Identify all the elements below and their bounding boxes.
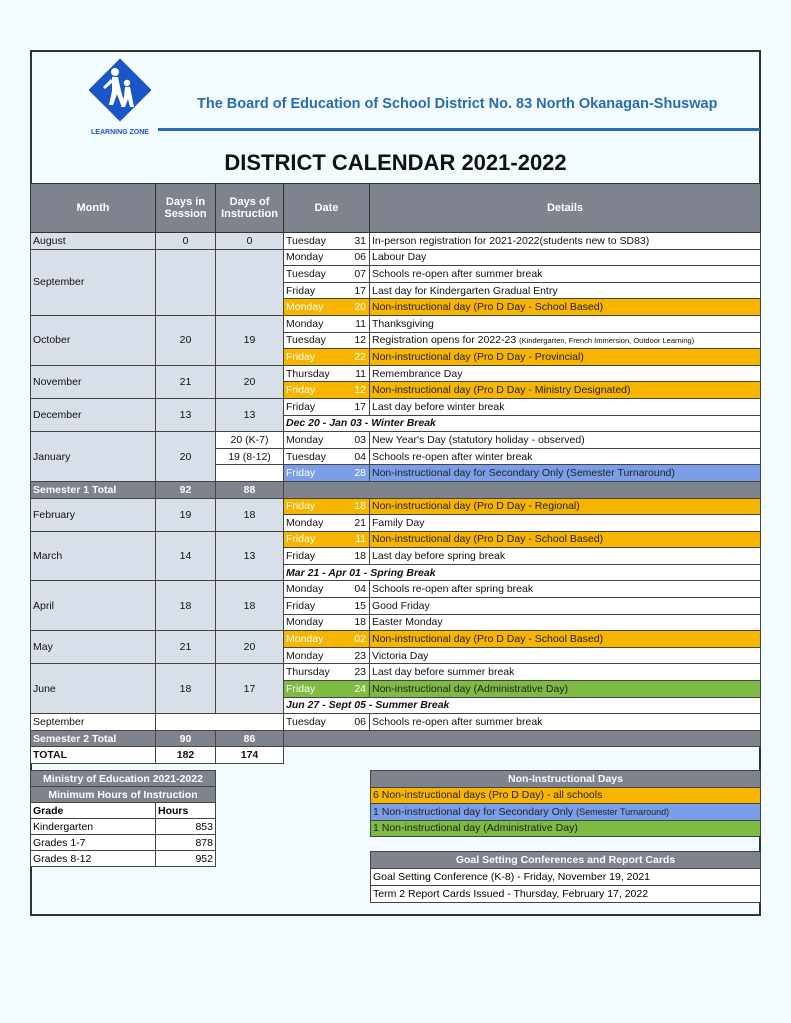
date-num-cell: 15 <box>342 598 370 615</box>
date-num-cell: 28 <box>342 465 370 482</box>
weekday-cell: Monday <box>284 515 342 532</box>
session-cell: 92 <box>156 481 216 498</box>
detail-cell: Schools re-open after summer break <box>370 714 761 731</box>
weekday-cell: Friday <box>284 598 342 615</box>
month-cell: January <box>31 432 156 482</box>
detail-cell: New Year's Day (statutory holiday - observed) <box>370 432 761 449</box>
date-num-cell: 11 <box>342 365 370 382</box>
date-num-cell: 18 <box>342 614 370 631</box>
ministry-title: Ministry of Education 2021-2022 <box>31 771 216 787</box>
hours-cell: 952 <box>156 851 216 867</box>
instruction-cell: 17 <box>216 664 284 714</box>
detail-cell: Good Friday <box>370 598 761 615</box>
detail-cell: Schools re-open after winter break <box>370 448 761 465</box>
weekday-cell: Monday <box>284 249 342 266</box>
detail-cell: Non-instructional day (Pro D Day - School Based) <box>370 299 761 316</box>
weekday-cell: Friday <box>284 398 342 415</box>
month-cell: May <box>31 631 156 664</box>
total-row <box>31 747 761 764</box>
weekday-cell: Monday <box>284 614 342 631</box>
detail-cell: Schools re-open after spring break <box>370 581 761 598</box>
table-row <box>31 498 761 515</box>
col-month: Month <box>31 184 156 233</box>
hours-cell: 853 <box>156 819 216 835</box>
date-num-cell: 11 <box>342 531 370 548</box>
weekday-cell: Tuesday <box>284 266 342 283</box>
date-num-cell: 12 <box>342 382 370 399</box>
table-row <box>31 835 216 851</box>
date-num-cell: 22 <box>342 349 370 366</box>
session-cell: 21 <box>156 365 216 398</box>
legend-green: 1 Non-instructional day (Administrative Day) <box>371 820 761 837</box>
date-num-cell: 04 <box>342 581 370 598</box>
instruction-cell: 20 <box>216 631 284 664</box>
session-cell: 19 <box>156 498 216 531</box>
date-num-cell: 12 <box>342 332 370 349</box>
detail-cell: Non-instructional day (Pro D Day - Regional) <box>370 498 761 515</box>
month-cell: November <box>31 365 156 398</box>
weekday-cell: Tuesday <box>284 714 342 731</box>
grade-cell: Grades 8-12 <box>31 851 156 867</box>
grade-cell: Kindergarten <box>31 819 156 835</box>
goal-setting-line: Goal Setting Conference (K-8) - Friday, November 19, 2021 <box>371 869 761 886</box>
table-row <box>31 664 761 681</box>
weekday-cell: Monday <box>284 631 342 648</box>
goal-setting-table <box>370 851 761 903</box>
blank-cell <box>156 714 284 731</box>
hours-cell: 878 <box>156 835 216 851</box>
weekday-cell: Thursday <box>284 365 342 382</box>
instruction-cell: 0 <box>216 233 284 250</box>
instruction-cell: 20 (K-7) <box>216 432 284 449</box>
table-row <box>31 819 216 835</box>
date-num-cell: 24 <box>342 681 370 698</box>
legend-blue-subtext: (Semester Turnaround) <box>576 806 670 817</box>
detail-cell: Family Day <box>370 515 761 532</box>
break-cell: Jun 27 - Sept 05 - Summer Break <box>284 697 761 714</box>
month-cell: March <box>31 531 156 581</box>
weekday-cell: Friday <box>284 465 342 482</box>
detail-cell: Non-instructional day (Administrative Day) <box>370 681 761 698</box>
legend-blue <box>371 804 761 821</box>
detail-cell: Last day before spring break <box>370 548 761 565</box>
table-row <box>31 249 761 266</box>
session-cell: 21 <box>156 631 216 664</box>
month-cell: August <box>31 233 156 250</box>
summary-blank <box>284 730 761 747</box>
session-cell: 0 <box>156 233 216 250</box>
table-row <box>31 432 761 449</box>
instruction-cell: 20 <box>216 365 284 398</box>
goal-setting-title: Goal Setting Conferences and Report Cards <box>371 852 761 869</box>
date-num-cell: 03 <box>342 432 370 449</box>
ministry-subtitle: Minimum Hours of Instruction <box>31 787 216 803</box>
detail-cell: Last day before winter break <box>370 398 761 415</box>
detail-subtext: (Kindergarten, French Immersion, Outdoor Learning) <box>519 336 695 346</box>
detail-cell: Non-instructional day (Pro D Day - Provincial) <box>370 349 761 366</box>
instruction-cell: 19 (8-12) <box>216 448 284 465</box>
date-num-cell: 06 <box>342 714 370 731</box>
col-days-in-session: Days in Session <box>156 184 216 233</box>
month-cell: September <box>31 249 156 315</box>
date-num-cell: 07 <box>342 266 370 283</box>
weekday-cell: Friday <box>284 382 342 399</box>
table-row <box>31 851 216 867</box>
detail-cell: Last day for Kindergarten Gradual Entry <box>370 282 761 299</box>
date-num-cell: 17 <box>342 282 370 299</box>
hours-header: Hours <box>156 803 216 819</box>
date-num-cell: 31 <box>342 233 370 250</box>
grade-cell: Grades 1-7 <box>31 835 156 851</box>
total-label: TOTAL <box>31 747 156 764</box>
table-row <box>31 233 761 250</box>
instruction-cell: 13 <box>216 398 284 431</box>
session-cell: 182 <box>156 747 216 764</box>
title-rule <box>158 128 760 131</box>
detail-cell: Non-instructional day for Secondary Only (Semester Turnaround) <box>370 465 761 482</box>
table-row <box>31 531 761 548</box>
detail-cell: Labour Day <box>370 249 761 266</box>
learning-zone-logo <box>85 55 155 137</box>
detail-cell: Victoria Day <box>370 647 761 664</box>
date-num-cell: 20 <box>342 299 370 316</box>
legend-blue-text: 1 Non-instructional day for Secondary Only <box>373 805 574 818</box>
session-cell: 20 <box>156 432 216 482</box>
weekday-cell: Tuesday <box>284 448 342 465</box>
break-cell: Dec 20 - Jan 03 - Winter Break <box>284 415 761 432</box>
table-row <box>31 315 761 332</box>
instruction-cell: 86 <box>216 730 284 747</box>
detail-cell: Last day before summer break <box>370 664 761 681</box>
date-num-cell: 04 <box>342 448 370 465</box>
break-cell: Mar 21 - Apr 01 - Spring Break <box>284 564 761 581</box>
weekday-cell: Thursday <box>284 664 342 681</box>
legend-title: Non-Instructional Days <box>371 771 761 788</box>
col-days-of-instruction: Days of Instruction <box>216 184 284 233</box>
session-cell: 18 <box>156 581 216 631</box>
instruction-cell: 88 <box>216 481 284 498</box>
board-title: The Board of Education of School District No. 83 North Okanagan-Shuswap <box>197 96 718 112</box>
date-num-cell: 02 <box>342 631 370 648</box>
calendar-title: DISTRICT CALENDAR 2021-2022 <box>224 150 567 175</box>
detail-cell: Schools re-open after summer break <box>370 266 761 283</box>
date-num-cell: 18 <box>342 498 370 515</box>
detail-cell: Non-instructional day (Pro D Day - School Based) <box>370 631 761 648</box>
weekday-cell: Friday <box>284 282 342 299</box>
weekday-cell: Monday <box>284 432 342 449</box>
date-num-cell: 23 <box>342 647 370 664</box>
session-cell: 14 <box>156 531 216 581</box>
summary-label: Semester 2 Total <box>31 730 156 747</box>
semester-1-total-row <box>31 481 761 498</box>
instruction-cell <box>216 249 284 315</box>
month-cell: February <box>31 498 156 531</box>
instruction-cell <box>216 465 284 482</box>
date-num-cell: 23 <box>342 664 370 681</box>
detail-cell: In-person registration for 2021-2022(students new to SD83) <box>370 233 761 250</box>
date-num-cell: 21 <box>342 515 370 532</box>
detail-text: Registration opens for 2022-23 <box>372 334 517 347</box>
instruction-cell: 13 <box>216 531 284 581</box>
session-cell: 90 <box>156 730 216 747</box>
weekday-cell: Friday <box>284 498 342 515</box>
date-num-cell: 06 <box>342 249 370 266</box>
col-date: Date <box>284 184 370 233</box>
month-cell: June <box>31 664 156 714</box>
weekday-cell: Tuesday <box>284 332 342 349</box>
instruction-cell: 174 <box>216 747 284 764</box>
weekday-cell: Monday <box>284 647 342 664</box>
weekday-cell: Friday <box>284 681 342 698</box>
session-cell: 20 <box>156 315 216 365</box>
instruction-cell: 19 <box>216 315 284 365</box>
summary-label: Semester 1 Total <box>31 481 156 498</box>
calendar-table <box>30 183 761 764</box>
svg-text:LEARNING ZONE: LEARNING ZONE <box>91 129 149 136</box>
month-cell: September <box>31 714 156 731</box>
date-num-cell: 11 <box>342 315 370 332</box>
session-cell <box>156 249 216 315</box>
weekday-cell: Monday <box>284 299 342 316</box>
legend-orange: 6 Non-instructional days (Pro D Day) - all schools <box>371 787 761 804</box>
weekday-cell: Friday <box>284 531 342 548</box>
weekday-cell: Tuesday <box>284 233 342 250</box>
semester-2-total-row <box>31 730 761 747</box>
weekday-cell: Friday <box>284 349 342 366</box>
table-row <box>31 714 761 731</box>
date-num-cell: 18 <box>342 548 370 565</box>
date-num-cell: 17 <box>342 398 370 415</box>
detail-cell: Non-instructional day (Pro D Day - Ministry Designated) <box>370 382 761 399</box>
ministry-hours-table <box>30 770 216 867</box>
detail-cell: Non-instructional day (Pro D Day - School Based) <box>370 531 761 548</box>
report-cards-line: Term 2 Report Cards Issued - Thursday, February 17, 2022 <box>371 886 761 903</box>
total-blank <box>284 747 761 764</box>
instruction-cell: 18 <box>216 498 284 531</box>
weekday-cell: Friday <box>284 548 342 565</box>
weekday-cell: Monday <box>284 315 342 332</box>
detail-cell <box>370 332 761 349</box>
detail-cell: Easter Monday <box>370 614 761 631</box>
month-cell: April <box>31 581 156 631</box>
session-cell: 18 <box>156 664 216 714</box>
table-row <box>31 581 761 598</box>
table-row <box>31 365 761 382</box>
instruction-cell: 18 <box>216 581 284 631</box>
table-row <box>31 631 761 648</box>
session-cell: 13 <box>156 398 216 431</box>
weekday-cell: Monday <box>284 581 342 598</box>
detail-cell: Thanksgiving <box>370 315 761 332</box>
non-instructional-legend <box>370 770 761 837</box>
col-details: Details <box>370 184 761 233</box>
table-row <box>31 398 761 415</box>
summary-blank <box>284 481 761 498</box>
grade-header: Grade <box>31 803 156 819</box>
month-cell: December <box>31 398 156 431</box>
month-cell: October <box>31 315 156 365</box>
detail-cell: Remembrance Day <box>370 365 761 382</box>
